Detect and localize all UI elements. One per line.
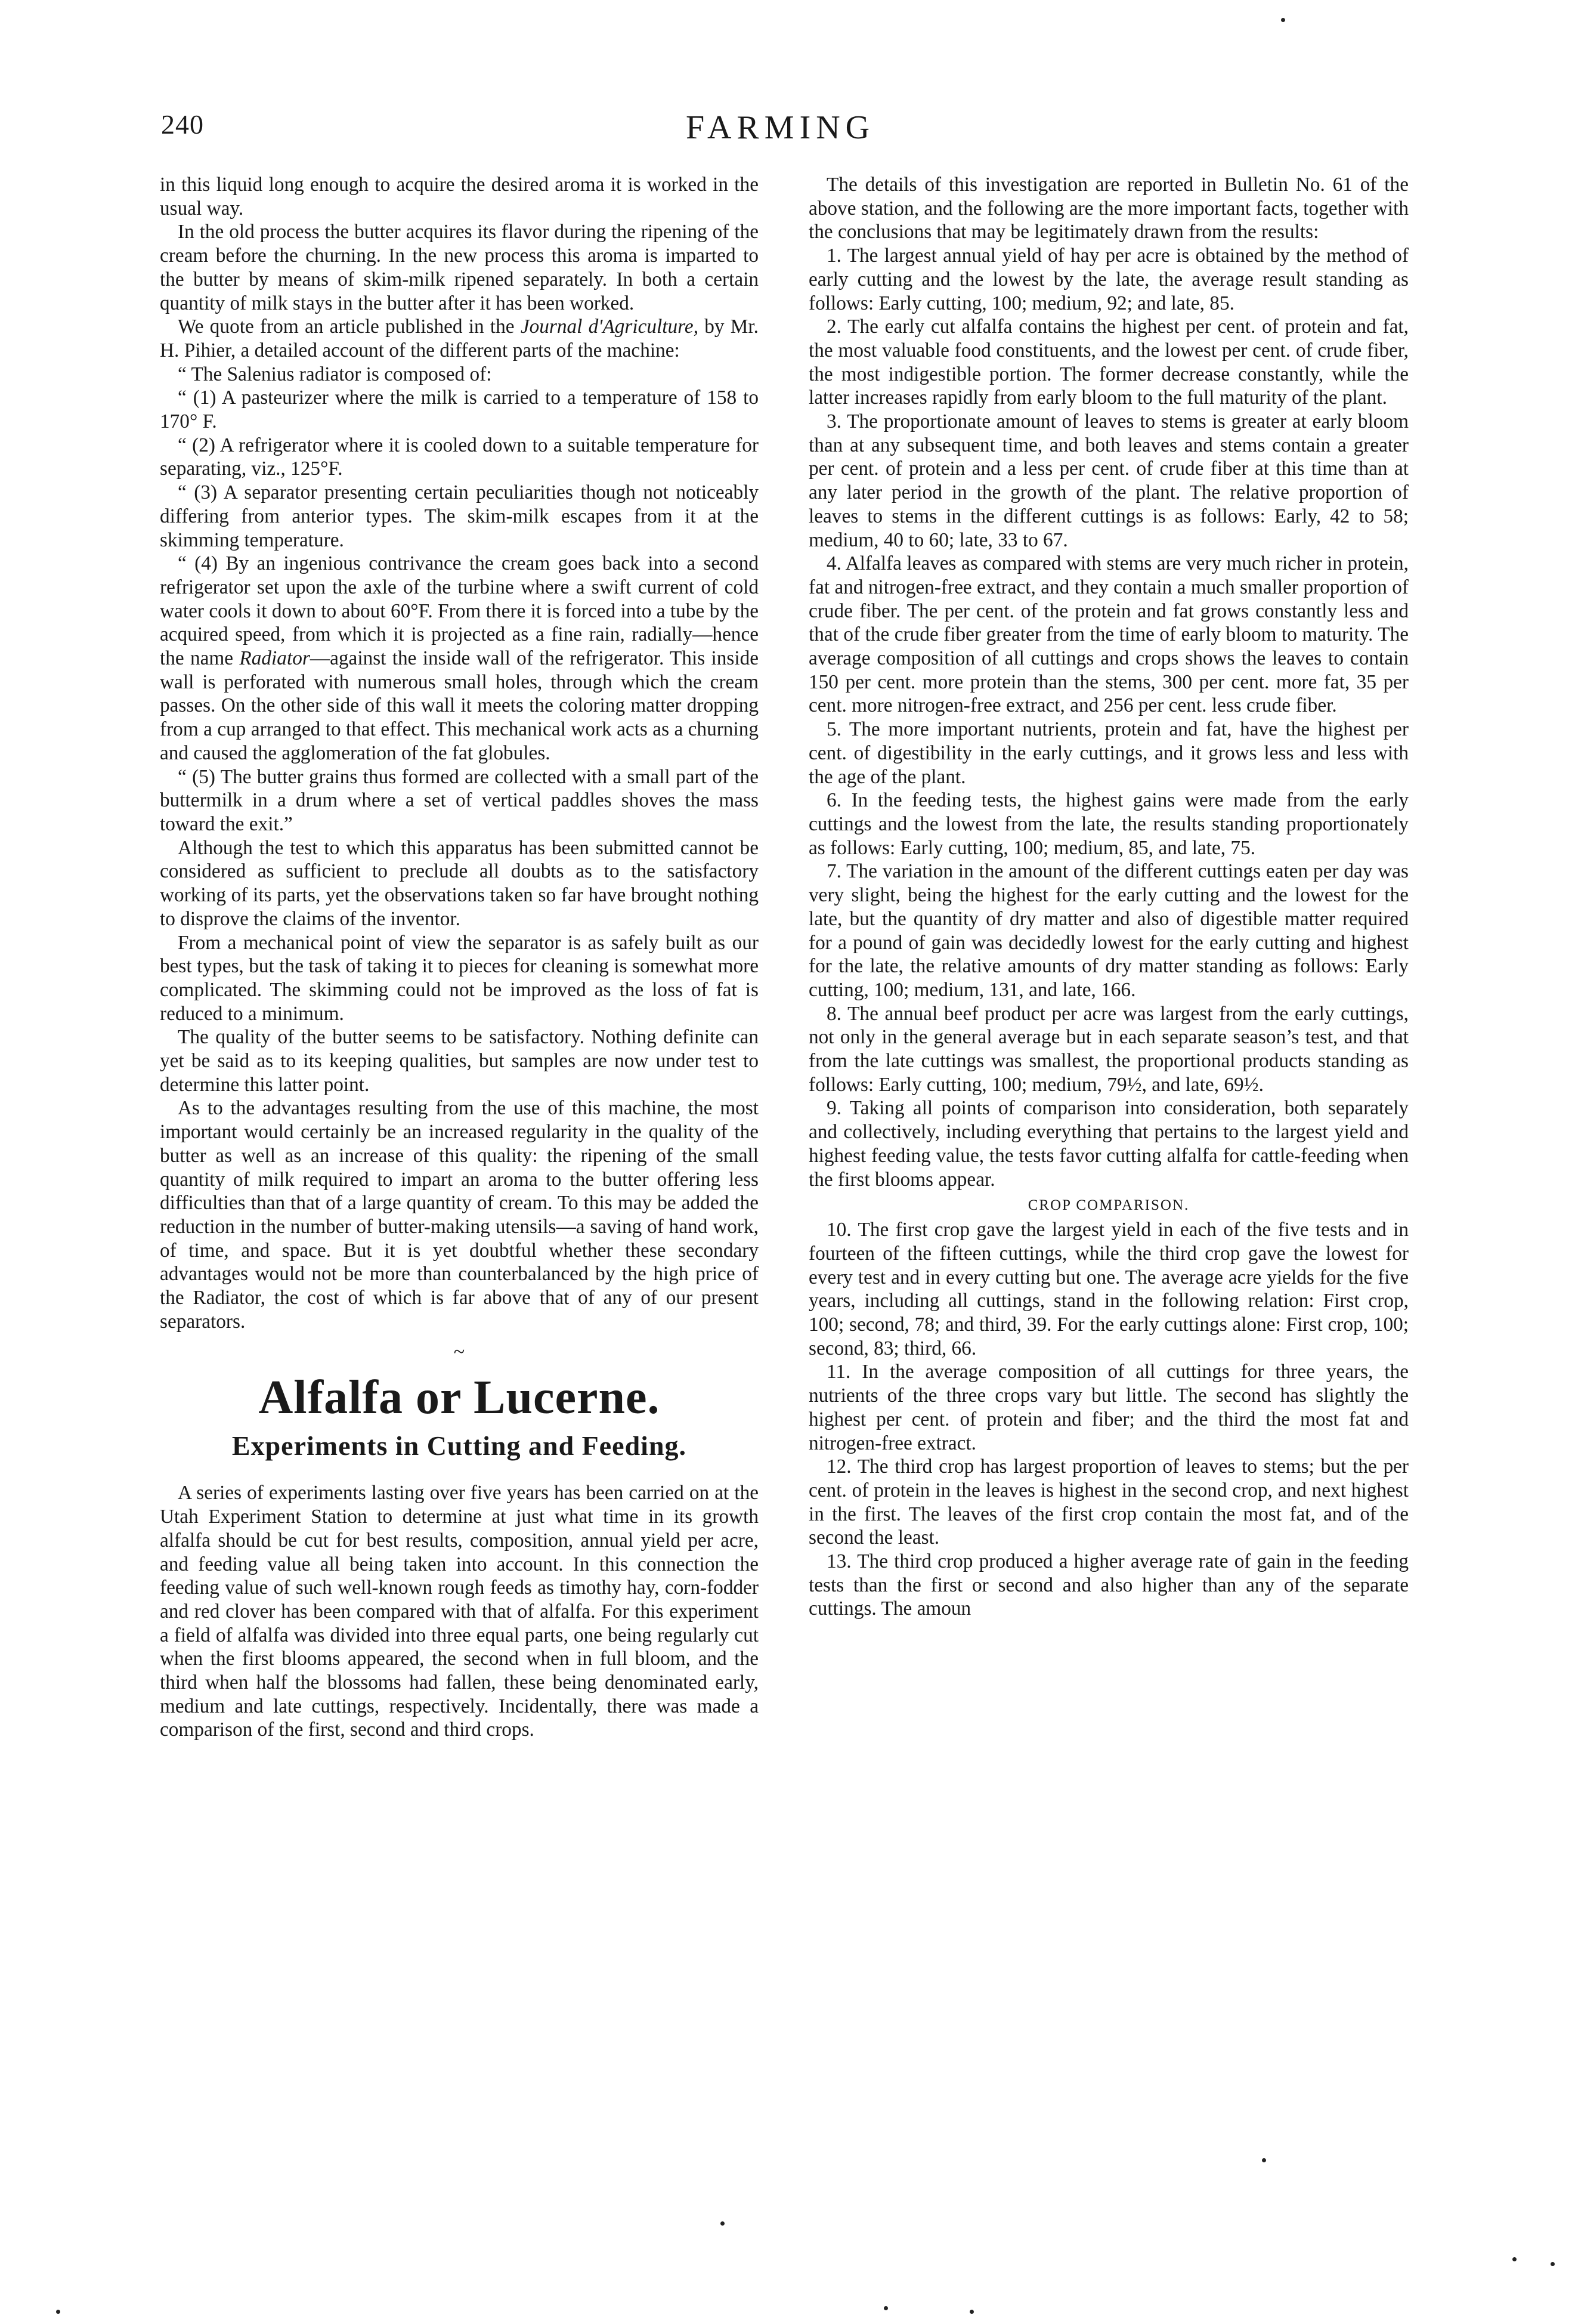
numbered-item: 10. The first crop gave the largest yield in each of the five tests and in fourteen of the fifteen cuttings, while the third crop gave the lowest for every test and in every cutting but one. The average acre yields for the five years, including all cuttings, stand in the following relation: First crop, 100; second, 78; and third, 39. For the early cuttings alone: First crop, 100; second, 83; third, 66. — [809, 1219, 1409, 1359]
paragraph: “ The Salenius radiator is composed of: — [178, 363, 492, 385]
paragraph: in this liquid long enough to acquire the desired aroma it is worked in the usual way. — [160, 174, 759, 220]
paragraph: In the old process the butter acquires its flavor during the ripening of the cream before the churning. In the new process this aroma is imparted to the butter by means of skim-milk ripened separately. In both a certain quantity of milk stays in the butter after it has been worked. — [160, 221, 759, 314]
numbered-item: 8. The annual beef product per acre was largest from the early cuttings, not only in the general average but in each separate season’s test, and that from the late cuttings was smallest, the proportional products standing as follows: Early cutting, 100; medium, 79½, and late, 69½. — [809, 1002, 1409, 1096]
paragraph: Although the test to which this apparatus has been submitted cannot be considered as sufficient to preclude all doubts as to the satisfactory working of its parts, yet the observations taken so far have brought nothing to disprove the claims of the inventor. — [160, 836, 759, 930]
numbered-item: 5. The more important nutrients, protein and fat, have the highest per cent. of digestibility in the early cuttings, and it grows less and less with the age of the plant. — [809, 718, 1409, 788]
scan-speck — [720, 2221, 725, 2226]
scan-speck — [1512, 2257, 1517, 2261]
numbered-item: 13. The third crop produced a higher average rate of gain in the feeding tests than the first or second and also higher than any of the separate cuttings. The amoun — [809, 1550, 1409, 1620]
page-number: 240 — [161, 109, 204, 140]
paragraph: The quality of the butter seems to be satisfactory. Nothing definite can yet be said as to its keeping qualities, but samples are now under test to determine this latter point. — [160, 1026, 759, 1096]
paragraph-text: “ (4) By an ingenious contrivance the cream goes back into a second refrigerator set upon the axle of the turbine where a swift current of cold water cools it down to about 60°F. From there it is forced into a tube by the acquired speed, from which it is projected as a fine rain, radially—hence the name — [160, 552, 759, 670]
section-ornament: ~ — [453, 1341, 465, 1364]
right-column — [809, 173, 1409, 1621]
numbered-item: 2. The early cut alfalfa contains the highest per cent. of protein and fat, the most valuable food constituents, and the lowest per cent. of crude fiber, the most indigestible portion. The former decrease constantly, while the latter increases rapidly from early bloom to the full maturity of the plant. — [809, 316, 1409, 409]
numbered-item: 12. The third crop has largest proportion of leaves to stems; but the per cent. of protein in the leaves is highest in the second crop, and next highest in the first. The leaves of the first crop contain the most fat, and of the second the least. — [809, 1455, 1409, 1549]
numbered-item: 3. The proportionate amount of leaves to stems is greater at early bloom than at any subsequent time, and both leaves and stems contain a greater per cent. of protein and a less per cent. of crude fiber at this time than at any later period in the growth of the plant. The relative proportion of leaves to stems in the different cuttings is as follows: Early, 42 to 58; medium, 40 to 60; late, 33 to 67. — [809, 410, 1409, 551]
paragraph: “ (1) A pasteurizer where the milk is carried to a temperature of 158 to 170° F. — [160, 387, 759, 433]
left-column — [160, 173, 759, 1742]
scan-speck — [1281, 18, 1285, 22]
paragraph-text: We quote from an article published in the — [178, 316, 521, 338]
scan-speck — [884, 2306, 888, 2310]
numbered-item: 7. The variation in the amount of the different cuttings eaten per day was very slight, being the highest for the early cutting and the lowest for the late, but the quantity of dry matter and also of digestible matter required for a pound of gain was decidedly lowest for the early cutting and highest for the late, the relative amounts of dry matter standing as follows: Early cutting, 100; medium, 131, and late, 166. — [809, 860, 1409, 1001]
article-intro: A series of experiments lasting over five years has been carried on at the Utah Experiment Station to determine at just what time in its growth alfalfa should be cut for best results, composition, annual yield per acre, and feeding value all being taken into account. In this connection the feeding value of such well-known rough feeds as timothy hay, corn-fodder and red clover has been compared with that of alfalfa. For this experiment a field of alfalfa was divided into three equal parts, one being regularly cut when the first blooms appeared, the second when in full bloom, and the third when half the blossoms had fallen, these being denominated early, medium and late cuttings, respectively. Incidentally, there was made a comparison of the first, second and third crops. — [160, 1482, 759, 1741]
paragraph: The details of this investigation are reported in Bulletin No. 61 of the above station, and the following are the more important facts, together with the conclusions that may be legitimately drawn from the results: — [809, 174, 1409, 243]
paragraph: From a mechanical point of view the separator is as safely built as our best types, but the task of taking it to pieces for cleaning is somewhat more complicated. The skimming could not be improved as the loss of fat is reduced to a minimum. — [160, 931, 759, 1025]
running-head: FARMING — [686, 109, 875, 146]
paragraph — [160, 552, 759, 765]
numbered-item: 9. Taking all points of comparison into consideration, both separately and collectively, including everything that pertains to the largest yield and highest feeding value, the tests favor cutting alfalfa for cattle-feeding when the first blooms appear. — [809, 1097, 1409, 1191]
scan-speck — [1262, 2158, 1266, 2162]
paragraph: “ (3) A separator presenting certain peculiarities though not noticeably differing from anterior types. The skim-milk escapes from it at the skimming temperature. — [160, 481, 759, 551]
article-subtitle: Experiments in Cutting and Feeding. — [231, 1430, 687, 1461]
numbered-item: 4. Alfalfa leaves as compared with stems are very much richer in protein, fat and nitrogen-free extract, and they contain a much smaller proportion of crude fiber. The per cent. of the protein and fat grows constantly less and that of the crude fiber greater from the time of early bloom to maturity. The average composition of all cuttings and crops shows the leaves to contain 150 per cent. more protein than the stems, 300 per cent. more fat, 35 per cent. more nitrogen-free extract, and 256 per cent. less crude fiber. — [809, 552, 1409, 717]
paragraph-text: by Mr. H. Pihier, a detailed account of the different parts of the machine: — [160, 316, 759, 361]
paragraph — [160, 315, 759, 362]
paragraph: “ (5) The butter grains thus formed are collected with a small part of the buttermilk in a drum where a set of vertical paddles shoves the mass toward the exit.” — [160, 765, 759, 835]
numbered-item: 6. In the feeding tests, the highest gains were made from the early cuttings and the lowest from the late, the results standing proportionately as follows: Early cutting, 100; medium, 85, and late, 75. — [809, 789, 1409, 859]
radiator-term: Radiator — [239, 647, 310, 670]
paragraph-text: —against the inside wall of the refrigerator. This inside wall is perforated with numerous small holes, through which the cream passes. On the other side of this wall it meets the coloring matter dropping from a cup arranged to that effect. This mechanical work acts as a churning and caused the agglomeration of the fat globules. — [160, 647, 759, 764]
paragraph: “ (2) A refrigerator where it is cooled down to a suitable temperature for separating, viz., 125°F. — [160, 434, 759, 480]
scan-speck — [970, 2310, 974, 2314]
section-heading: CROP COMPARISON. — [1028, 1197, 1190, 1214]
scan-speck — [56, 2310, 60, 2314]
paragraph: As to the advantages resulting from the use of this machine, the most important would certainly be an increased regularity in the quality of the butter as well as an increase of this quality: the ripening of the small quantity of milk required to impart an aroma to the butter offering less difficulties than that of a large quantity of cream. To this may be added the reduction in the number of butter-making utensils—a saving of hand work, of time, and space. But it is yet doubtful whether these secondary advantages would not be more than counterbalanced by the high price of the Radiator, the cost of which is far above that of any of our present separators. — [160, 1097, 759, 1333]
article-title: Alfalfa or Lucerne. — [258, 1371, 660, 1424]
numbered-item: 1. The largest annual yield of hay per acre is obtained by the method of early cutting and the lowest by the late, the average result standing as follows: Early cutting, 100; medium, 92; and late, 85. — [809, 245, 1409, 314]
numbered-item: 11. In the average composition of all cuttings for three years, the nutrients of the three crops vary but little. The second has slightly the highest per cent. of protein and fiber; and the third the most fat and nitrogen-free extract. — [809, 1361, 1409, 1454]
journal-title: Journal d'Agriculture, — [520, 316, 699, 338]
scan-speck — [1551, 2262, 1555, 2266]
